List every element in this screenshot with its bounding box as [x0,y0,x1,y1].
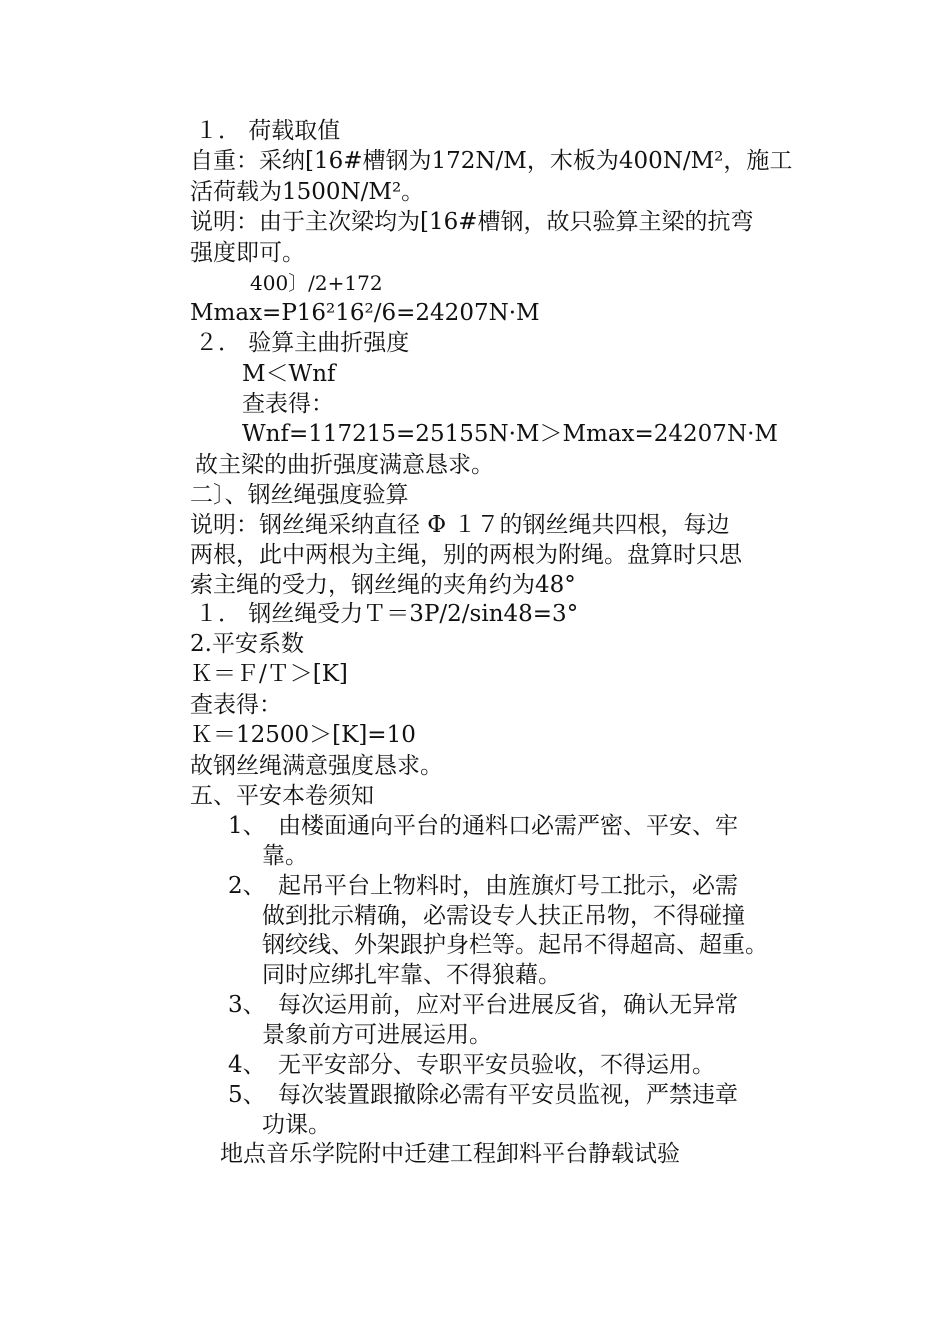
formula-condition: M＜Wnf [242,361,336,387]
calc-line-moment: Mmax=P16²16²/6=24207N·M [190,300,540,326]
heading-bending-check: ２． 验算主曲折强度 [195,330,410,356]
list-number: 3、 [228,992,266,1018]
paragraph-self-weight: 自重：采纳[16#槽钢为172N/M，木板为400N/M²，施工 [190,148,793,174]
list-item: 由楼面通向平台的通料口必需严密、平安、牢 [278,813,738,839]
list-item-cont: 钢绞线、外架跟护身栏等。起吊不得超高、超重。 [262,932,768,958]
k-value: Ｋ＝12500＞[K]=10 [190,722,416,748]
paragraph-note-beam-cont: 强度即可。 [190,240,305,266]
paragraph-self-weight-cont: 活荷载为1500N/M²。 [190,179,425,205]
list-item: 起吊平台上物料时，由旌旗灯号工批示，必需 [278,873,738,899]
section-wire-rope: 二〕、钢丝绳强度验算 [190,482,409,508]
list-item: 每次运用前，应对平台进展反省，确认无异常 [278,992,738,1018]
lookup-label: 查表得： [242,391,334,417]
paragraph-note-rope: 说明：钢丝绳采纳直径 Φ １７的钢丝绳共四根，每边 [190,512,730,538]
safety-factor-heading: 2.平安系数 [190,631,304,657]
list-item-cont: 做到批示精确，必需设专人扶正吊物，不得碰撞 [262,903,745,929]
conclusion-rope: 故钢丝绳满意强度恳求。 [190,753,443,779]
list-item-cont: 景象前方可进展运用。 [262,1022,492,1048]
rope-force-line: １． 钢丝绳受力Ｔ＝3P/2/sin48=3° [195,601,579,627]
k-formula: Ｋ＝Ｆ/Ｔ＞[K] [190,661,348,687]
list-item-cont: 功课。 [262,1112,331,1138]
heading-load-values: １． 荷载取值 [195,118,341,144]
paragraph-note-rope-cont2: 索主绳的受力，钢丝绳的夹角约为48° [190,572,576,598]
paragraph-note-beam: 说明：由于主次梁均为[16#槽钢，故只验算主梁的抗弯 [190,209,754,235]
formula-result: Wnf=117215=25155N·M＞Mmax=24207N·M [242,421,778,447]
list-number: 1、 [228,813,266,839]
footer-title: 地点音乐学院附中迁建工程卸料平台静载试验 [220,1141,680,1167]
list-item-cont: 同时应绑扎牢靠、不得狼藉。 [262,962,561,988]
conclusion-beam: 故主梁的曲折强度满意恳求。 [195,452,494,478]
list-number: 2、 [228,873,266,899]
calc-line-load: 400〕/2+172 [250,271,383,295]
section-safety-notes: 五、平安本卷须知 [190,783,374,809]
list-number: 4、 [228,1052,266,1078]
paragraph-note-rope-cont: 两根，此中两根为主绳，别的两根为附绳。盘算时只思 [190,542,742,568]
list-number: 5、 [228,1082,266,1108]
list-item: 无平安部分、专职平安员验收，不得运用。 [278,1052,715,1078]
list-item: 每次装置跟撤除必需有平安员监视，严禁违章 [278,1082,738,1108]
lookup-label-2: 查表得： [190,692,282,718]
list-item-cont: 靠。 [262,843,308,869]
